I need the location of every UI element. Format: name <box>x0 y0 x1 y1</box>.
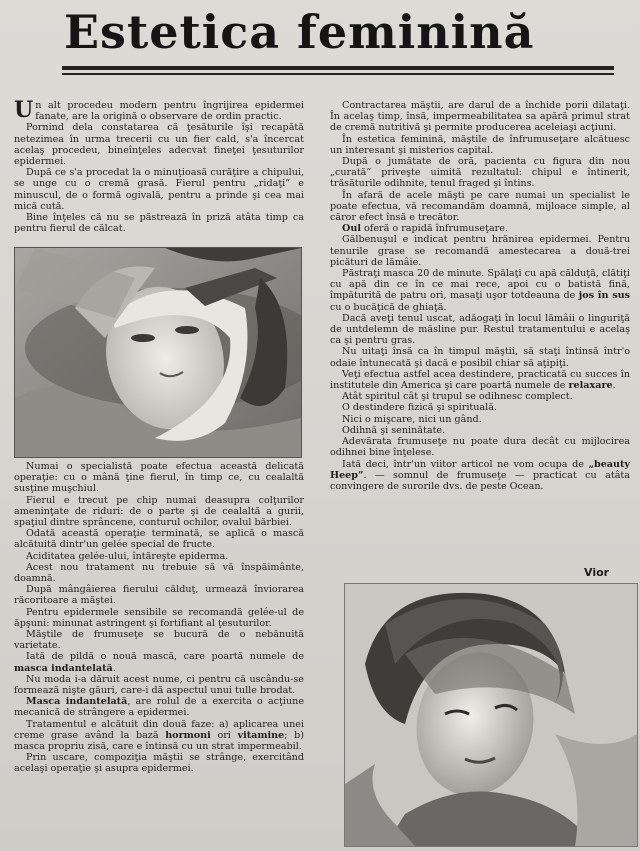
paragraph <box>14 212 304 234</box>
paragraph <box>14 528 304 550</box>
paragraph <box>330 402 630 413</box>
text-run: Atât spiritul cât şi trupul se odihnesc complect. <box>342 391 573 403</box>
paragraph <box>14 584 304 606</box>
text-run: Dacă aveţi tenul uscat, adăogaţi în locul lămâii o linguriţă de untdelemn de măsline pur. Restul tratamentului e acelaş ca şi pentru gras. <box>330 312 630 347</box>
text-run: , are rolul de a exercita o acţiune mecanică de strângere a epidermei. <box>14 696 304 719</box>
text-run: . <box>112 662 116 674</box>
left-column-bottom <box>14 461 304 849</box>
paragraph <box>330 134 630 156</box>
paragraph <box>14 495 304 529</box>
paragraph <box>330 346 630 368</box>
text-run: Numai o specialistă poate efectua această delicată operaţie: cu o mână ţine fierul, în timp ce, cu cealaltă susţine muşchiul. <box>14 461 304 495</box>
article-title: Estetica feminină <box>64 5 535 59</box>
text-run: Veţi efectua astfel acea destindere, practicată cu succes în institutele din America şi care poartă numele de <box>330 368 630 392</box>
text-run: Odată această operaţie terminată, se aplică o mască alcătuită dintr'un gelée special de fructe. <box>14 528 304 551</box>
paragraph <box>14 719 304 753</box>
text-run: Păstraţi masca 20 de minute. Spălaţi cu apă călduţă, clătiţi cu apă din ce în ce mai rece, apoi cu o batistă fină, împăturită de patru ori, masaţi uşor totdeauna de <box>330 268 630 302</box>
text-run: Iată de pildă o nouă mască, care poartă numele de <box>26 651 304 663</box>
right-column <box>330 100 630 572</box>
text-run: n alt procedeu modern pentru îngrijirea epidermei fanate, are la origină o observare de ordin practic. <box>35 100 304 123</box>
bold-text: masca indantelată <box>14 662 113 674</box>
text-run: Nu moda i-a dăruit acest nume, ci pentru că uscându-se formează nişte găuri, care-i dă aspectul unui tulle brodat. <box>14 673 304 697</box>
drop-cap: U <box>14 97 34 123</box>
paragraph <box>14 562 304 584</box>
text-run: . <box>612 380 616 392</box>
bold-text: vitamine <box>237 729 285 741</box>
text-run: Adevărata frumuseţe nu poate dura decât cu mijlocirea odihnei bine înţelese. <box>330 436 630 459</box>
left-column-top <box>14 97 304 235</box>
paragraph <box>14 97 304 123</box>
paragraph <box>330 234 630 268</box>
text-run: Măştile de frumuseţe se bucură de o nebănuită varietate. <box>14 629 304 652</box>
paragraph <box>330 391 630 402</box>
text-run: Prin uscare, compoziţia măştii se strânge, exercitând acelaşi operaţie şi asupra epidermei. <box>14 752 304 775</box>
text-run: Nici o mişcare, nici un gând. <box>342 413 482 425</box>
bold-text: relaxare <box>568 380 613 392</box>
paragraph <box>14 607 304 629</box>
paragraph <box>330 414 630 425</box>
photo-facial-iron-treatment <box>14 247 302 458</box>
text-run: Gălbenuşul e indicat pentru hrănirea epidermei. Pentru tenurile grase se recomandă amestecarea a două-trei picături de lămâie. <box>330 234 630 268</box>
paragraph <box>14 167 304 212</box>
text-run: ori <box>210 729 238 741</box>
photo-facial-iron-illustration <box>15 248 301 457</box>
paragraph <box>14 752 304 774</box>
text-run: Nu uitaţi însă ca în timpul măştii, să staţi întinsă într'o odaie întunecată şi dacă e posibil chiar să aţipiţi. <box>330 346 630 369</box>
photo-woman-portrait-illustration <box>345 584 637 846</box>
author-signature: Vior <box>584 566 610 579</box>
bold-text: hormoni <box>165 729 211 741</box>
text-run: După ce s'a procedat la o minuţioasă curăţire a chipului, se unge cu o cremă grasă. Fierul pentru „ridaţi” e minuscul, de o formă ogivală, pentru a prinde şi cea mai mică cută. <box>14 167 304 212</box>
text-run: În estetica feminină, măştile de înfrumuseţare alcătuesc un interesant şi misterios capital. <box>330 133 630 156</box>
text-run: Contractarea măştii, are darul de a închide porii dilataţi. În acelaş timp, însă, impermeabilitatea sa apără primul strat de cremă nutritivă şi permite producerea aceleiaşi acţiuni. <box>330 100 630 134</box>
paragraph <box>14 696 304 718</box>
text-run: O destindere fizică şi spirituală. <box>342 402 497 414</box>
text-run: Aciditatea gelée-ului, întăreşte epiderma. <box>26 550 229 562</box>
text-run: După mângâierea fierului călduţ, urmează înviorarea răcoritoare a măştei. <box>14 584 304 607</box>
bold-text: Oul <box>342 223 361 235</box>
text-run: Pentru epidermele sensibile se recomandă gelée-ul de ăpşuni: minunat astringent şi fortifiant al ţesuturilor. <box>14 606 304 629</box>
paragraph <box>14 551 304 562</box>
text-run: cu o bucăţică de ghiaţă. <box>330 301 447 313</box>
paragraph <box>330 425 630 436</box>
photo-woman-portrait <box>344 583 638 847</box>
paragraph <box>330 190 630 224</box>
text-run: ; b) masca propriu zisă, care e întinsă cu un strat impermeabil. <box>14 729 304 753</box>
text-run: Iată deci, într'un viitor articol ne vom ocupa de <box>342 458 589 470</box>
text-run: Pornind dela constatarea că ţesăturile îşi recapătă netezimea în urma trecerii cu un fier cald, s'a încercat acelaş procedeu, bineînţeles adecvat fineţei ţesuturilor epidermei. <box>14 122 304 168</box>
text-run: Odihnă şi seninătate. <box>342 424 446 436</box>
paragraph <box>14 122 304 167</box>
paragraph <box>330 223 630 234</box>
text-run: Acest nou tratament nu trebuie să vă înspăimânte, doamnă. <box>14 561 304 585</box>
text-run: Fierul e trecut pe chip numai deasupra colţurilor ameninţate de riduri: de o parte şi de cealaltă a gurii, spaţiul dintre sprâncene, conturul ochilor, ovalul bărbiei. <box>14 494 304 529</box>
title-rule-thick <box>62 66 614 70</box>
paragraph <box>330 369 630 391</box>
text-run: Tratamentul e alcătuit din două faze: a) aplicarea unei creme grase având la bază <box>14 718 304 741</box>
paragraph <box>330 436 630 458</box>
text-run: După o jumătate de oră, pacienta cu figura din nou „curată” priveşte uimită rezultatul: chipul e întinerit, trăsăturile odihnite, tenul fraged şi întins. <box>330 156 630 190</box>
text-run: În afară de acele măşti pe care numai un specialist le poate efectua, vă recomandăm doamnă, mijloace simple, al căror efect însă e trecător. <box>330 189 630 224</box>
bold-text: „beauty Heep” <box>330 458 630 481</box>
paragraph <box>330 268 630 313</box>
bold-text: jos în sus <box>578 290 630 302</box>
text-run: . — somnul de frumuseţe — practicat cu atâta convingere de surorile dvs. de peste Ocean. <box>330 469 630 492</box>
paragraph <box>330 156 630 190</box>
paragraph <box>14 461 304 495</box>
paragraph <box>330 100 630 134</box>
text-run: oferă o rapidă înfrumuseţare. <box>360 223 508 235</box>
paragraph <box>330 313 630 347</box>
bold-text: Masca indantelată <box>26 696 128 708</box>
paragraph <box>14 629 304 651</box>
title-rule-thin <box>62 73 614 75</box>
text-run: Bine înţeles că nu se păstrează în priză atâta timp ca pentru fierul de călcat. <box>14 212 304 235</box>
paragraph <box>14 651 304 673</box>
paragraph <box>330 459 630 493</box>
paragraph <box>14 674 304 696</box>
